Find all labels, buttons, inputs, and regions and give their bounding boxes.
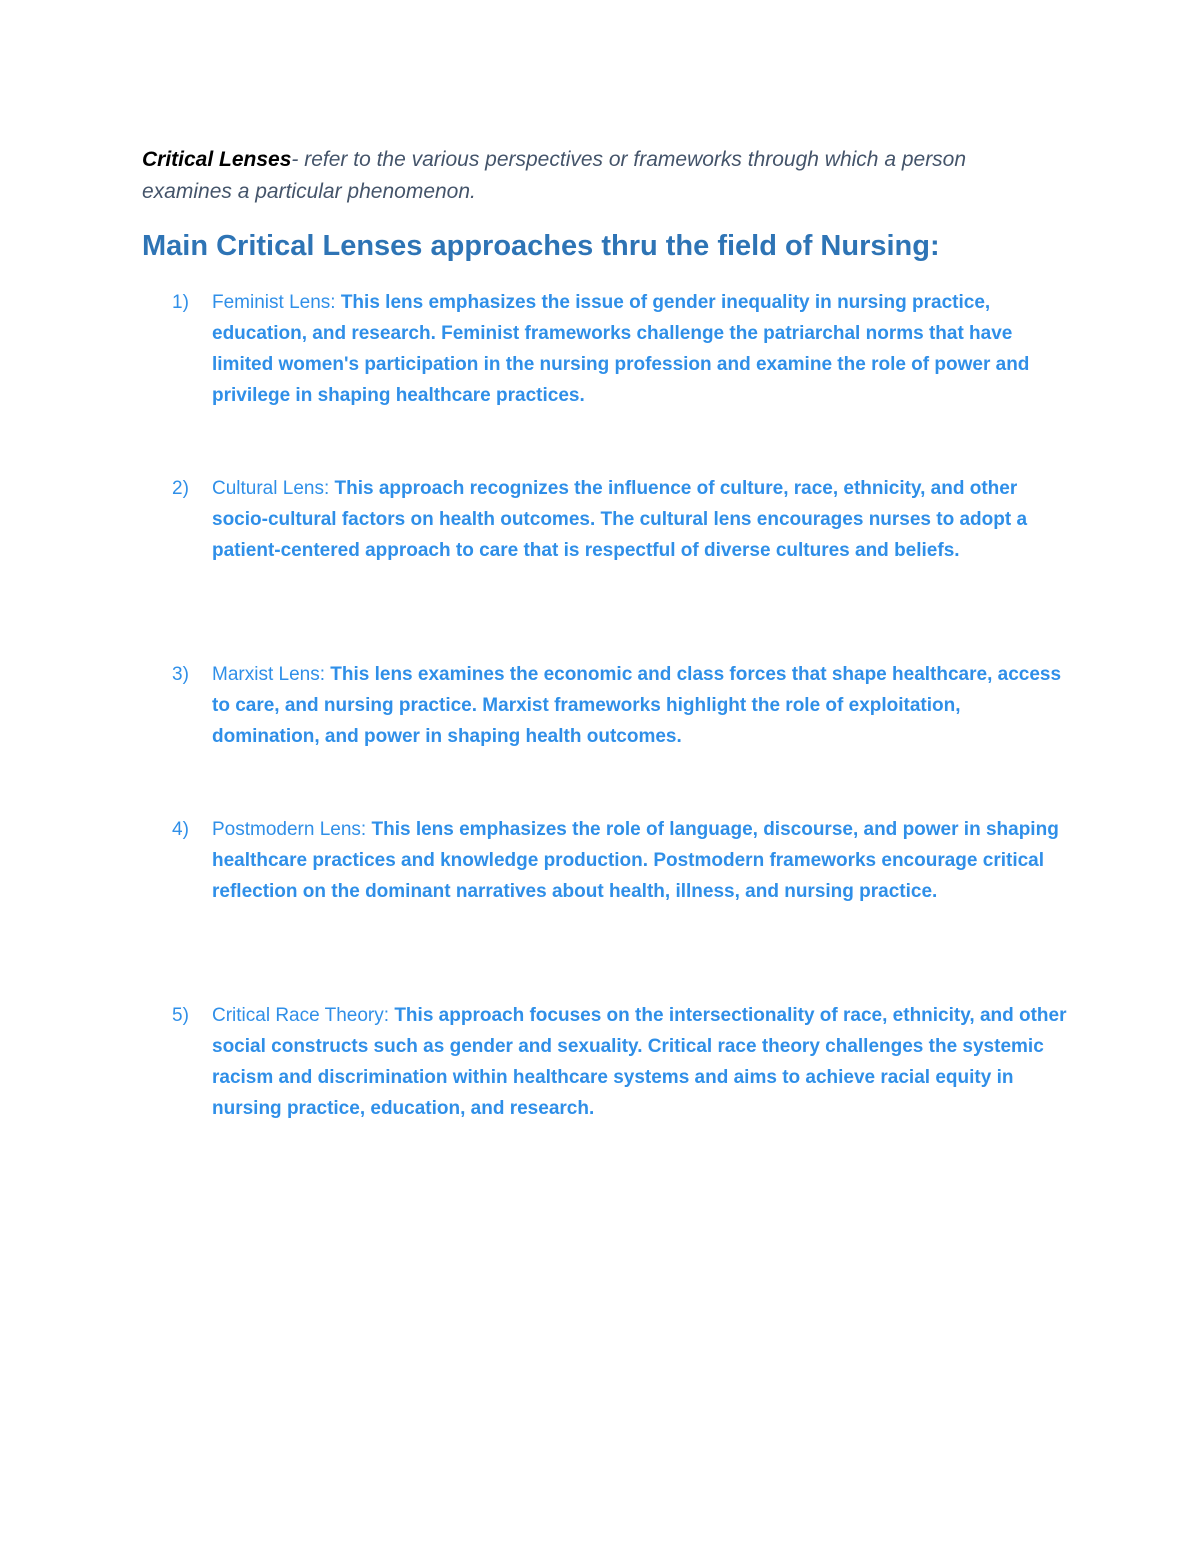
lens-body — [212, 287, 1072, 411]
lens-body — [212, 473, 1072, 566]
list-number: 3) — [172, 664, 189, 685]
intro-term: Critical Lenses — [142, 148, 292, 171]
lens-description: This lens examines the economic and class forces that shape healthcare, access to care, and nursing practice. Marxist frameworks highlight the role of exploitation, domination, and power in shaping health outcomes. — [212, 664, 1062, 747]
lens-name: Cultural Lens: — [212, 478, 330, 499]
list-number: 1) — [172, 292, 189, 313]
lens-body — [212, 1000, 1072, 1124]
lens-body — [212, 814, 1072, 907]
list-number: 4) — [172, 819, 189, 840]
list-number: 5) — [172, 1005, 189, 1026]
lens-description: This lens emphasizes the role of language, discourse, and power in shaping healthcare practices and knowledge production. Postmodern frameworks encourage critical reflection on the dominant narratives about health, illness, and nursing practice. — [212, 819, 1059, 902]
lens-item-marxist — [172, 659, 1072, 752]
lens-item-feminist — [172, 287, 1072, 411]
lens-description: This approach focuses on the intersectionality of race, ethnicity, and other social constructs such as gender and sexuality. Critical race theory challenges the systemic racism and discrimination within healthcare systems and aims to achieve racial equity in nursing practice, education, and research. — [212, 1005, 1067, 1119]
lens-description: This lens emphasizes the issue of gender inequality in nursing practice, education, and research. Feminist frameworks challenge the patriarchal norms that have limited women's participation in the nursing profession and examine the role of power and privilege in shaping healthcare practices. — [212, 292, 1030, 406]
lens-item-postmodern — [172, 814, 1072, 907]
lens-item-critical-race-theory — [172, 1000, 1072, 1124]
lens-name: Postmodern Lens: — [212, 819, 367, 840]
section-heading: Main Critical Lenses approaches thru the field of Nursing: — [142, 230, 940, 262]
lens-name: Marxist Lens: — [212, 664, 325, 685]
lens-body — [212, 659, 1072, 752]
intro-definition: - refer to the various perspectives or frameworks through which a person examines a particular phenomenon. — [142, 148, 967, 203]
list-number: 2) — [172, 478, 189, 499]
lens-description: This approach recognizes the influence of culture, race, ethnicity, and other socio-cultural factors on health outcomes. The cultural lens encourages nurses to adopt a patient-centered approach to care that is respectful of diverse cultures and beliefs. — [212, 478, 1028, 561]
lens-name: Feminist Lens: — [212, 292, 336, 313]
lens-item-cultural — [172, 473, 1072, 566]
intro-paragraph — [142, 144, 1042, 208]
lens-name: Critical Race Theory: — [212, 1005, 390, 1026]
